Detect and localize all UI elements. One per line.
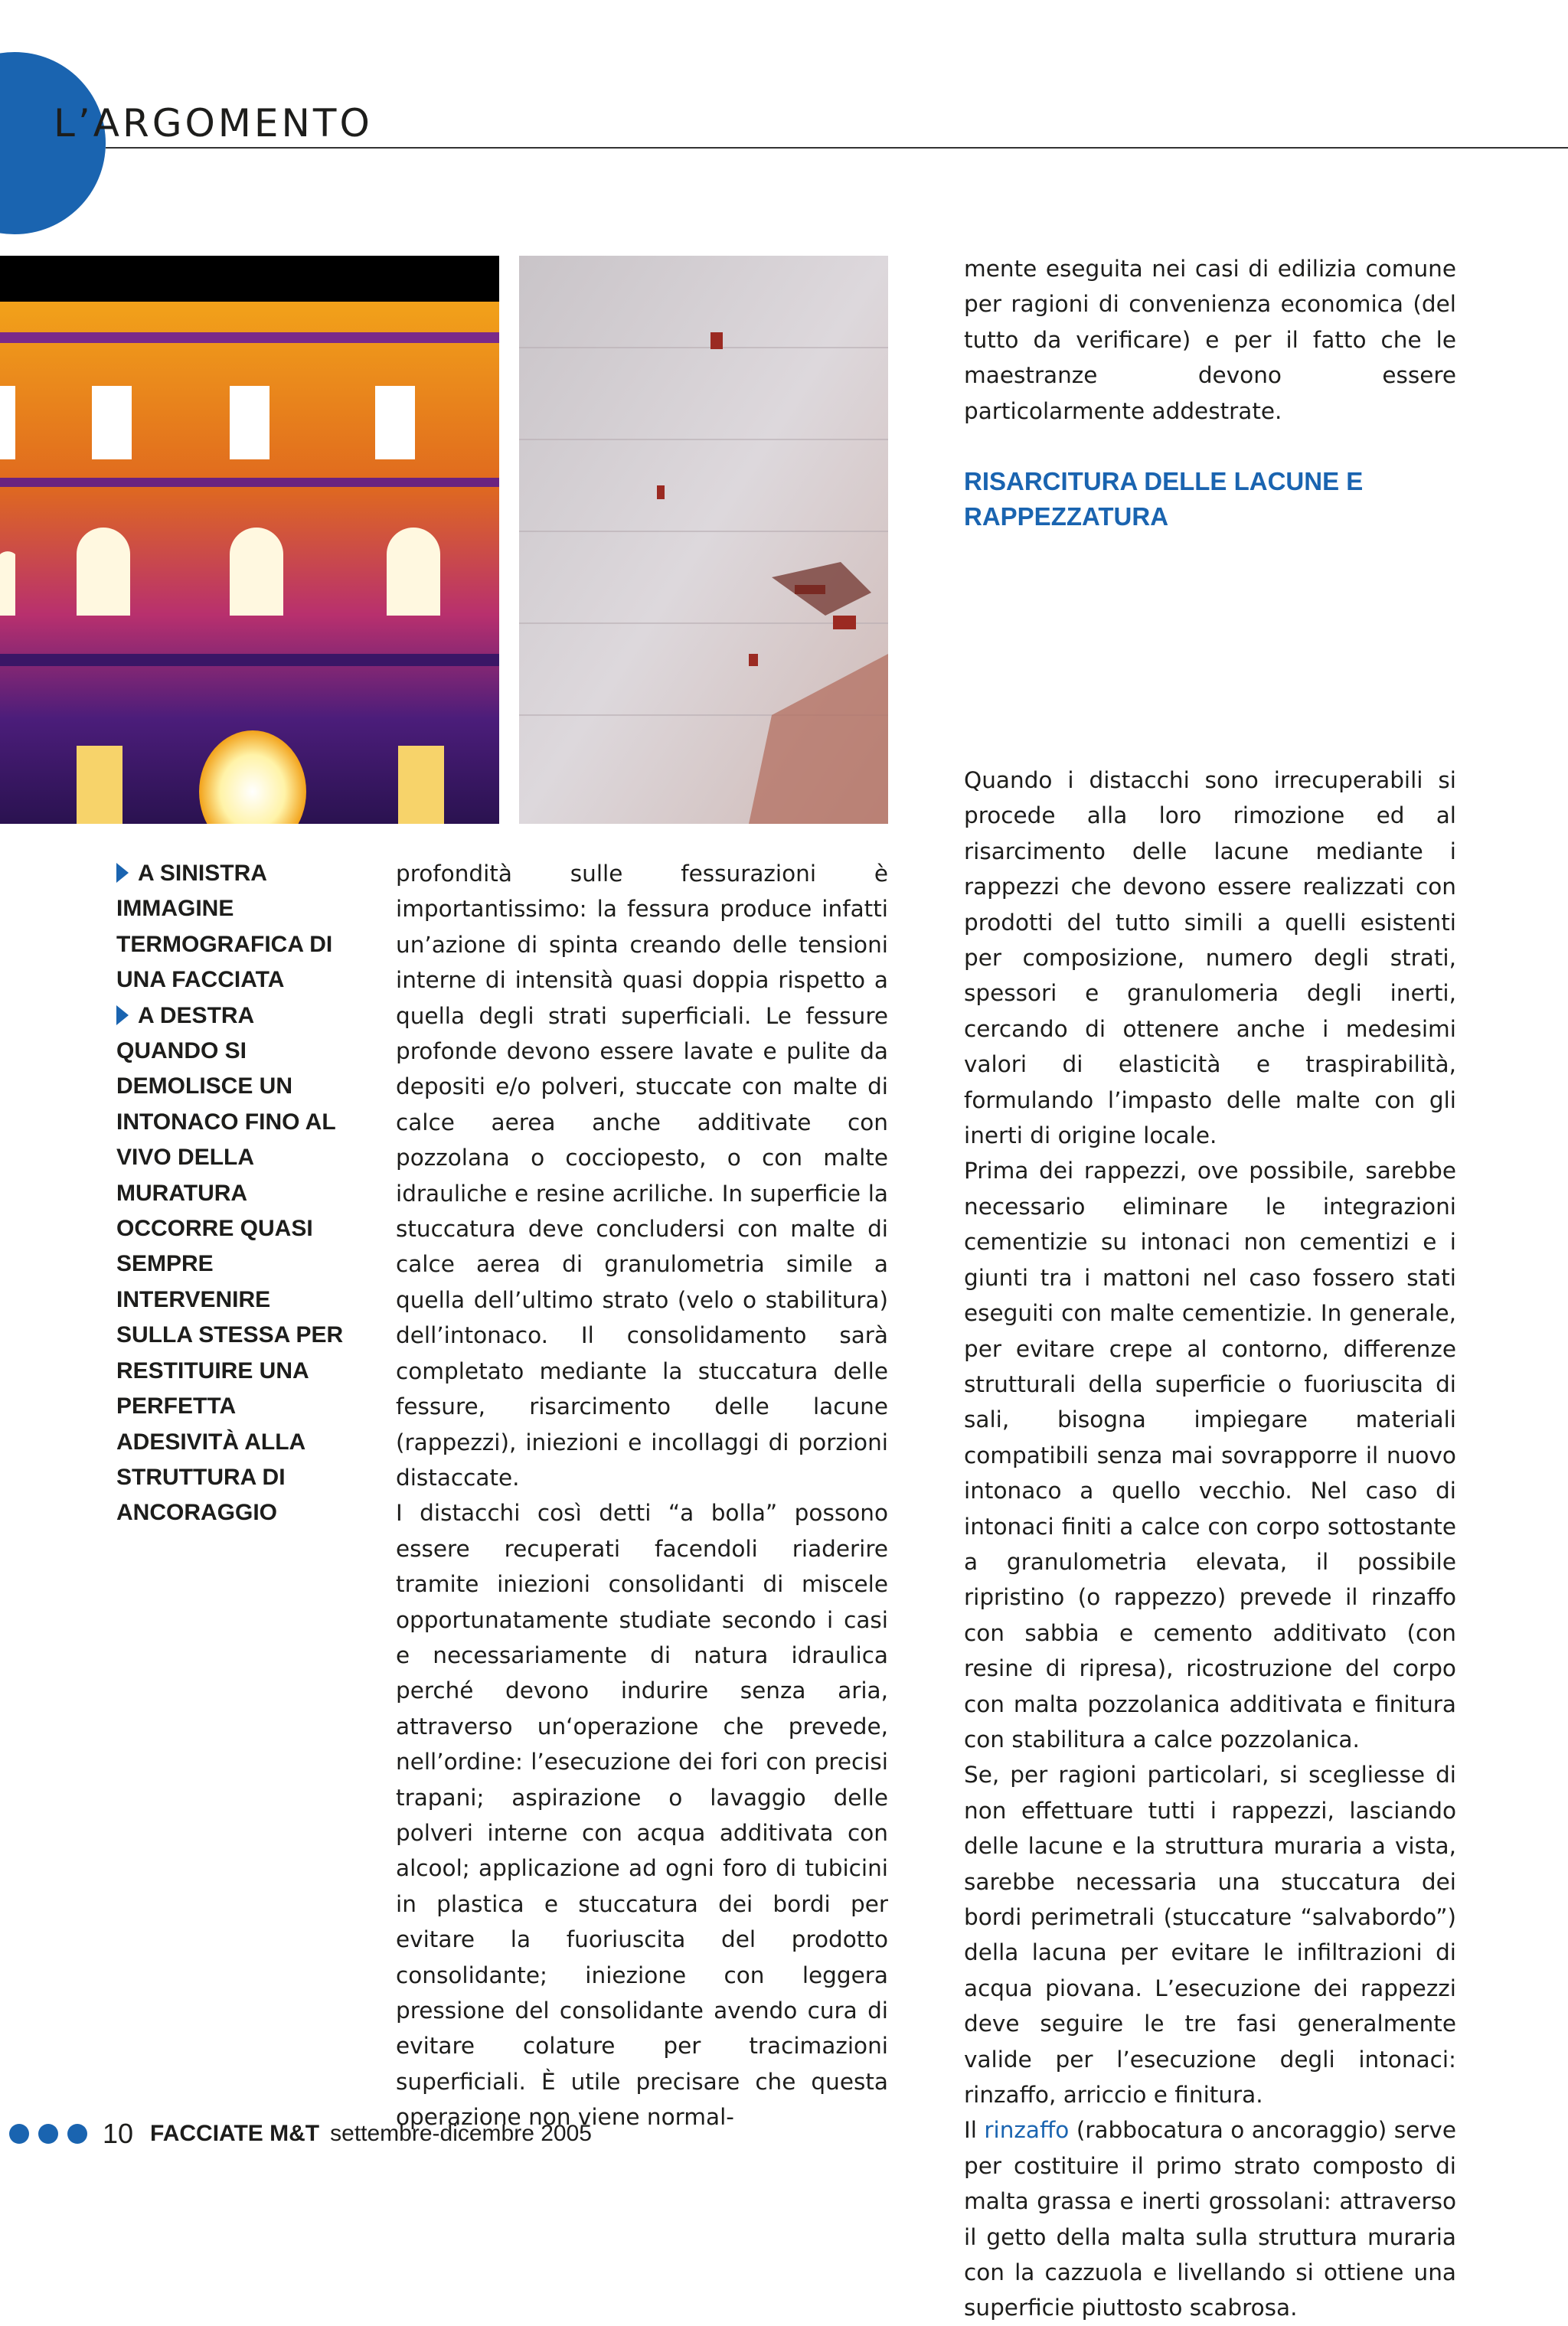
body-paragraph: Prima dei rappezzi, ove possibile, sarebbe necessario eliminare le integrazioni cementizie su intonaci non cementizi e i giunti tra i mattoni nel caso fossero stati eseguiti con malte cementizie. In generale, per evitare crepe al contorno, differenze strutturali della superficie o fuoriuscita di sali, bisogna impiegare materiali compatibili senza mai sovrapporre il nuovo intonaco a quello vecchio. Nel caso di intonaci finiti a calce con corpo sottostante a granulometria elevata, il possibile ripristino (o rappezzo) prevede il rinzaffo con sabbia e cemento additivato (con resine di ripresa), ricostruzione del corpo con malta pozzolanica additivata e finitura con stabilitura a calce pozzolanica. bbox=[964, 1158, 1456, 1753]
body-column-3 bbox=[964, 763, 1456, 2326]
footer-dot-icon bbox=[38, 2124, 58, 2144]
body-paragraph: Il rinzaffo (rabbocatura o ancoraggio) serve per costituire il primo strato composto di malta grassa e inerti grossolani: attraverso il getto della malta sulla struttura muraria con la cazzuola e livellando si ottiene una superficie piuttosto scabrosa. bbox=[964, 2117, 1456, 2321]
footer-dot-icon bbox=[67, 2124, 87, 2144]
header-rule bbox=[106, 147, 1568, 149]
magazine-name: FACCIATE M&T bbox=[150, 2121, 320, 2146]
body-paragraph: Se, per ragioni particolari, si scegliesse di non effettuare tutti i rappezzi, lasciando delle lacune e la struttura muraria a vista, sarebbe necessaria una stuccatura dei bordi perimetrali (stuccature “salvabordo”) della lacuna per evitare le infiltrazioni di acqua piovana. L’esecuzione dei rappezzi deve seguire le tre fasi generalmente valide per l’esecuzione degli intonaci: rinzaffo, arriccio e finitura. bbox=[964, 1762, 1456, 2109]
caption-right: A DESTRA QUANDO SI DEMOLISCE UN INTONACO FINO AL VIVO DELLA MURATURA OCCORRE QUASI SEMPRE INTERVENIRE SULLA STESSA PER RESTITUIRE UNA PERFETTA ADESIVITÀ ALLA STRUTTURA DI ANCORAGGIO bbox=[116, 1002, 344, 1526]
footer-dot-icon bbox=[9, 2124, 29, 2144]
body-paragraph: I distacchi così detti “a bolla” possono essere recuperati facendoli riaderire tramite iniezioni consolidanti di miscele opportunatamente studiate secondo i casi e necessariamente di natura idraulica perché devono indurire senza aria, attraverso un‘operazione che prevede, nell’ordine: l’esecuzione dei fori con precisi trapani; aspirazione o lavaggio delle polveri interne con acqua additivata con alcool; applicazione ad ogni foro di tubicini in plastica e stuccatura dei bordi per evitare la fuoriuscita del prodotto consolidante; iniezione con leggera pressione del consolidante avendo cura di evitare colature per tracimazioni superficiali. È utile precisare che questa operazione non viene normal- bbox=[396, 1500, 888, 2131]
body-column-3-intro bbox=[964, 251, 1456, 429]
section-label: L’ARGOMENTO bbox=[54, 101, 373, 145]
page-number: 10 bbox=[103, 2118, 134, 2149]
plaster-wall-image bbox=[519, 256, 888, 824]
triangle-bullet-icon bbox=[116, 863, 129, 883]
page-footer bbox=[9, 2115, 592, 2153]
thermographic-facade-image bbox=[0, 256, 499, 824]
body-column-2 bbox=[396, 856, 888, 2135]
photo-caption bbox=[116, 856, 346, 1531]
section-subheading: RISARCITURA DELLE LACUNE E RAPPEZZATURA bbox=[964, 467, 1364, 531]
issue-date: settembre-dicembre 2005 bbox=[330, 2121, 592, 2146]
body-paragraph: mente eseguita nei casi di edilizia comune per ragioni di convenienza economica (del tutto da verificare) e per il fatto che le maestranze devono essere particolarmente addestrate. bbox=[964, 256, 1456, 424]
rinzaffo-term: rinzaffo bbox=[984, 2117, 1070, 2144]
triangle-bullet-icon bbox=[116, 1005, 129, 1025]
body-paragraph: profondità sulle fessurazioni è importantissimo: la fessura produce infatti un’azione di spinta creando delle tensioni interne di intensità quasi doppia rispetto a quella degli strati superficiali. Le fessure profonde devono essere lavate e pulite da depositi e/o polveri, stuccate con malte di calce aerea anche additivate con pozzolana o cocciopesto, o con malte idrauliche e resine acriliche. In superficie la stuccatura deve concludersi con malte di calce aerea di granulometria simile a quella dell’ultimo strato (velo o stabilitura) dell’intonaco. Il consolidamento sarà completato mediante la stuccatura delle fessure, risarcimento delle lacune (rappezzi), iniezioni e incollaggi di porzioni distaccate. bbox=[396, 861, 888, 1491]
body-paragraph: Quando i distacchi sono irrecuperabili si procede alla loro rimozione ed al risarcimento delle lacune mediante i rappezzi che devono essere realizzati con prodotti del tutto simili a quelli esistenti per composizione, numero degli strati, spessori e granulomeria degli inerti, cercando di ottenere anche i medesimi valori di elasticità e traspirabilità, formulando l’impasto delle malte con gli inerti di origine locale. bbox=[964, 767, 1456, 1149]
caption-left: A SINISTRA IMMAGINE TERMOGRAFICA DI UNA FACCIATA bbox=[116, 861, 333, 993]
